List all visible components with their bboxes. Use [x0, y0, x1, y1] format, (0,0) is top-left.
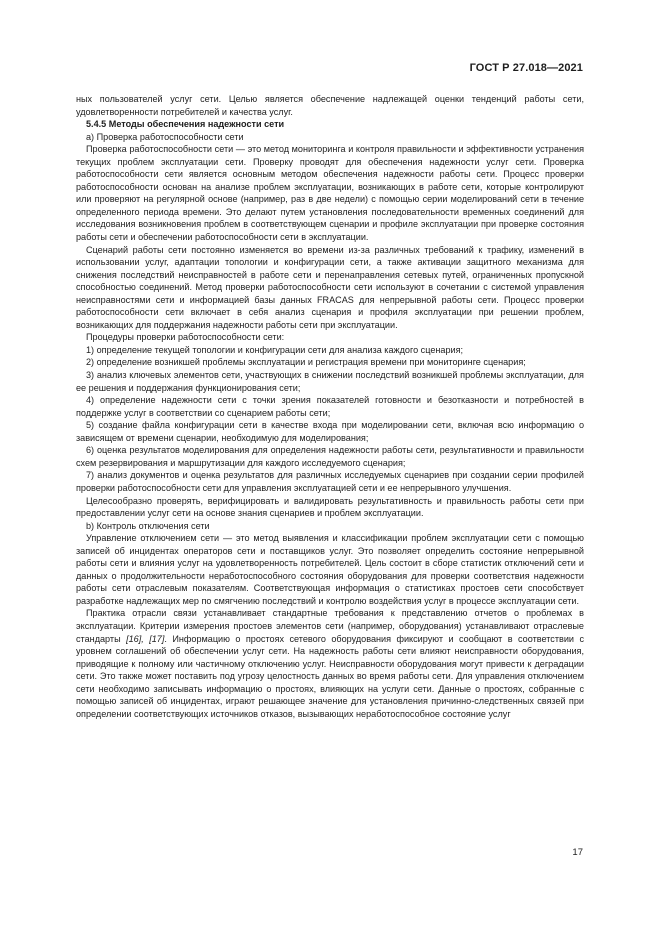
page-body [76, 93, 584, 720]
paragraph-with-references [76, 607, 584, 720]
reference-citation[interactable]: [16], [17] [126, 633, 165, 644]
list-item: 3) анализ ключевых элементов сети, участвующих в снижении последствий возникшей проблемы эксплуатации, для ее решения и поддержания функционирования сети; [76, 370, 584, 393]
paragraph: Целесообразно проверять, верифицировать и валидировать результативность и правильность работы сети при предоставлении услуг сети на основе знания сценариев и проблем эксплуатации. [76, 495, 584, 519]
list-item: 4) определение надежности сети с точки зрения показателей готовности и безотказности и потребностей в поддержке услуг в соответствии со сценарием работы сети; [76, 395, 584, 418]
paragraph-text: Практика отрасли связи устанавливает стандартные требования к представлению отчетов о проблемах в эксплуатации. Критерии измерения простоев элементов сети (например, оборудования) устанавливают отраслевые стандарты [76, 608, 584, 644]
section-heading-5-4-5: 5.4.5 Методы обеспечения надежности сети [86, 119, 285, 130]
paragraph: Сценарий работы сети постоянно изменяется во времени из-за различных требований к трафику, изменений в использовании услуг, адаптации топологии и конфигурации сети, а также активации защитного механизма для снижения последствий неисправностей в работе сети и перенаправления сетевых путей, ограниченных пропускной способностью соединений. Метод проверки работоспособности сети используют в сочетании с системой управления неисправностями сети и информацией базы данных FRACAS для непрерывной работы сети. Процесс проверки работоспособности сети включает в себя анализ сценария и профиля эксплуатации при решении проблем, возникающих для поддержания надежности работы сети при эксплуатации. [76, 244, 584, 330]
list-item: 2) определение возникшей проблемы эксплуатации и регистрация времени при мониторинге сценария; [86, 357, 526, 368]
procedures-intro: Процедуры проверки работоспособности сети: [86, 332, 285, 343]
subsection-b-title: b) Контроль отключения сети [86, 520, 210, 531]
list-item: 7) анализ документов и оценка результатов для различных исследуемых сценариев при создании серии профилей проверки работоспособности сети для управления эксплуатацией сети и ее непрерывного улучшения. [76, 470, 584, 493]
subsection-a-title: а) Проверка работоспособности сети [86, 131, 244, 142]
paragraph-continuation: ных пользователей услуг сети. Целью является обеспечение надлежащей оценки тенденций работы сети, удовлетворенности потребителей и качества услуг. [76, 94, 584, 117]
paragraph: Управление отключением сети — это метод выявления и классификации проблем эксплуатации сети с помощью записей об инцидентах операторов сети и поставщиков услуг. Это позволяет определить состояние непрерывной работы сети и влияния услуг на удовлетворенность потребителей. Цель состоит в сборе статистик отключений сети и данных о продолжительности неработоспособного состояния оборудования для проверки соответствия надежности работы сети отраслевым показателям. Соответствующая информация о статистиках простоев сети способствует разработке надлежащих мер по смягчению последствий и контролю воздействия услуг в процессе эксплуатации сети. [76, 533, 584, 606]
paragraph: Проверка работоспособности сети — это метод мониторинга и контроля правильности и эффективности устранения текущих проблем эксплуатации сети. Проверку проводят для обеспечения надежности услуг сети. Проверка работоспособности сети является основным методом обеспечения надежности работы сети. Процесс проверки работоспособности основан на анализе проблем эксплуатации, возникающих в работе сети, которые контролируют или проверяют на регулярной основе (например, раз в две недели) с помощью серии моделирований сети в течение определенного периода времени. Это делают путем установления последовательности временных соединений для исследования возникновения проблем в соответствующем сценарии и профиле эксплуатации при проверке состояния работы сети и обеспечении работоспособности сети в эксплуатации. [76, 144, 584, 243]
list-item: 6) оценка результатов моделирования для определения надежности работы сети, результативности и правильности схем резервирования и маршрутизации для каждого исследуемого сценария; [76, 445, 584, 468]
paragraph-text: . Информацию о простоях сетевого оборудования фиксируют и сообщают в соответствии с уровнем соглашений об обеспечении услуг сети. На надежность работы сети влияют неисправности оборудования, приводящие к полному или частичному отключению услуг. Неисправности оборудования могут привести к деградации сети. Это также может поставить под угрозу целостность данных во время работы сети. Для управления отключением сети необходимо записывать информацию о простоях, влияющих на услуги сети. Данные о простоях, собранные с помощью записей об инцидентах, играют решающее значение для установления причинно-следственных связей при определении соответствующих источников отказов, вызывающих неработоспособное состояние услуг [76, 633, 585, 719]
list-item: 5) создание файла конфигурации сети в качестве входа при моделировании сети, включая всю информацию о зависящем от времени сценарии, необходимую для моделирования; [76, 420, 584, 443]
page-number: 17 [572, 847, 583, 858]
standard-id-header: ГОСТ Р 27.018—2021 [469, 62, 583, 74]
list-item: 1) определение текущей топологии и конфигурации сети для анализа каждого сценария; [86, 344, 464, 355]
